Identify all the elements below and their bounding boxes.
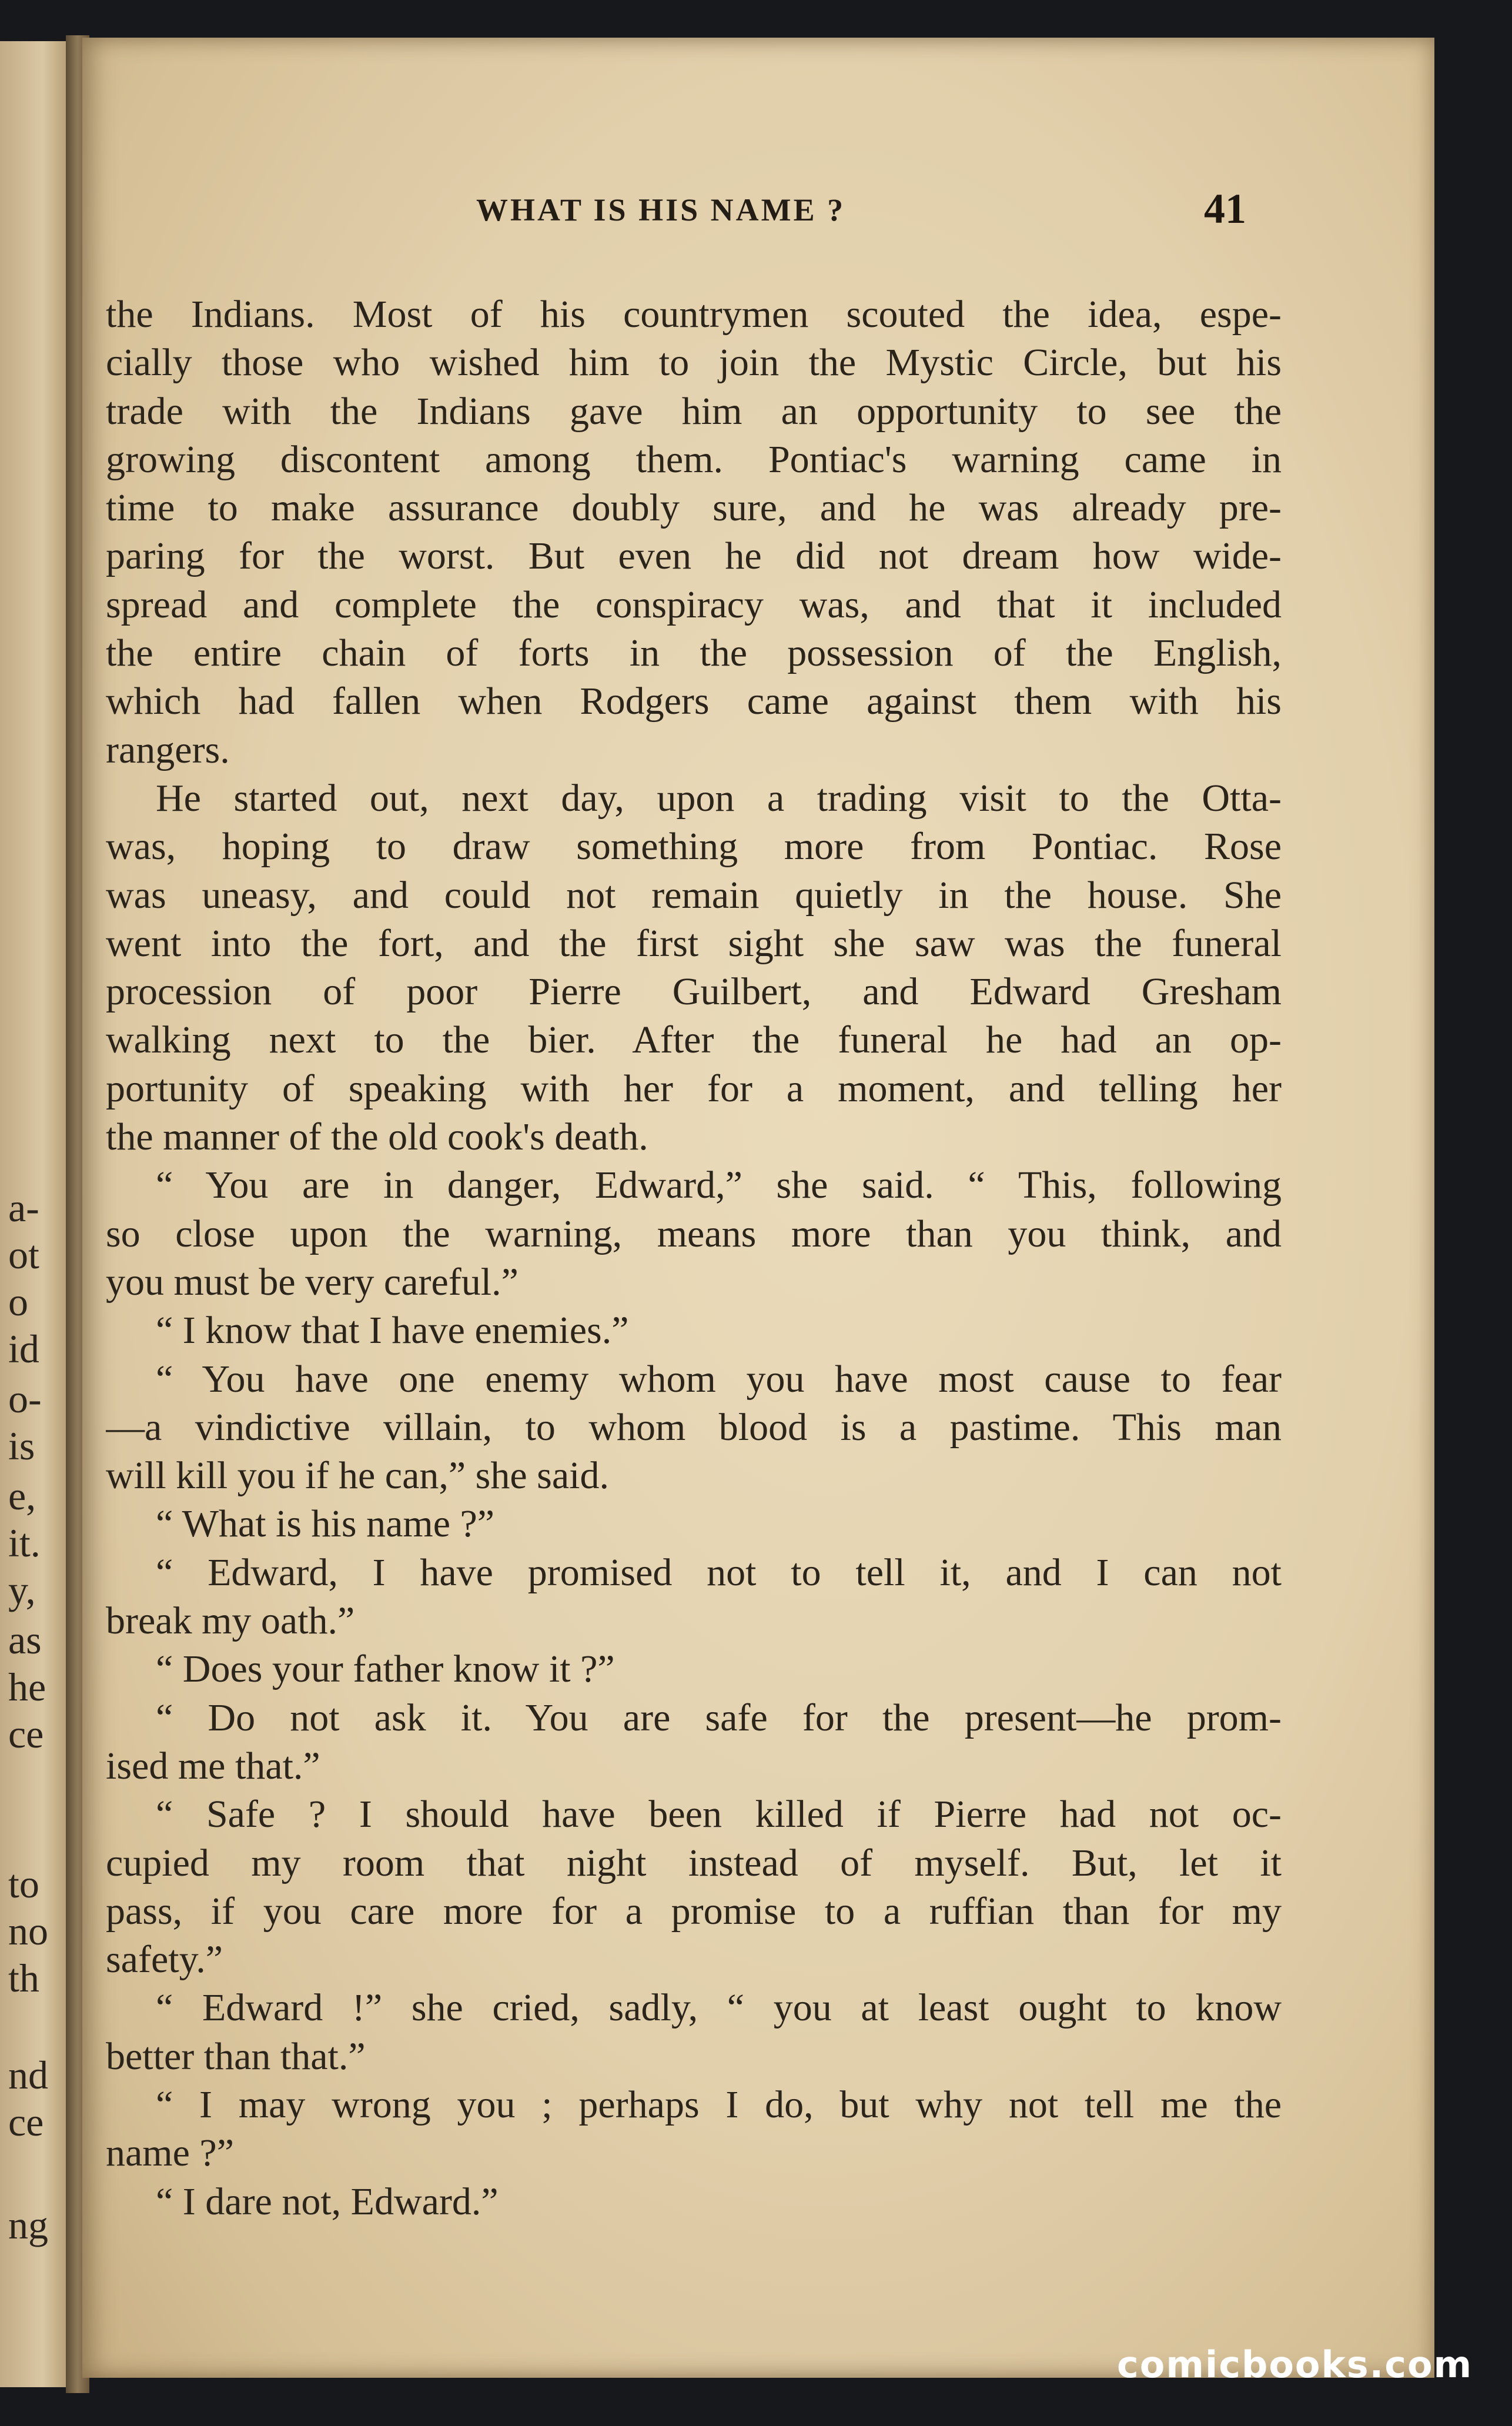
left-page-fragment: ce bbox=[8, 2100, 44, 2144]
text-line: “ I know that I have enemies.” bbox=[156, 1309, 629, 1352]
text-line: the Indians. Most of his countrymen scouted the idea, espe- bbox=[106, 293, 1282, 336]
left-page-fragment: ot bbox=[8, 1232, 39, 1277]
watermark-logo: comicbooks.com bbox=[1117, 2343, 1473, 2386]
left-page-fragment: id bbox=[8, 1326, 39, 1371]
text-line: went into the fort, and the first sight she saw was the funeral bbox=[106, 921, 1282, 965]
text-line: pass, if you care more for a promise to a ruffian than for my bbox=[106, 1889, 1282, 1933]
text-line: “ You have one enemy whom you have most cause to fear bbox=[156, 1357, 1282, 1401]
text-line: procession of poor Pierre Guilbert, and Edward Gresham bbox=[106, 970, 1282, 1014]
left-page-fragment: no bbox=[8, 1909, 48, 1953]
text-line: cially those who wished him to join the Mystic Circle, but his bbox=[106, 341, 1282, 385]
book-page bbox=[82, 38, 1434, 2378]
left-page-fragment: he bbox=[8, 1665, 46, 1709]
text-line: name ?” bbox=[106, 2131, 235, 2175]
text-line: trade with the Indians gave him an opportunity to see the bbox=[106, 389, 1282, 433]
text-line: “ Do not ask it. You are safe for the present—he prom- bbox=[156, 1696, 1282, 1739]
text-line: spread and complete the conspiracy was, and that it included bbox=[106, 583, 1282, 626]
running-header-title: WHAT IS HIS NAME ? bbox=[476, 192, 846, 228]
left-page-fragment: a- bbox=[8, 1185, 39, 1230]
text-line: “ Edward !” she cried, sadly, “ you at least ought to know bbox=[156, 1986, 1282, 2030]
text-line: paring for the worst. But even he did not dream how wide- bbox=[106, 534, 1282, 578]
text-line: walking next to the bier. After the funeral he had an op- bbox=[106, 1018, 1282, 1062]
text-line: the manner of the old cook's death. bbox=[106, 1115, 648, 1159]
text-line: the entire chain of forts in the possession of the English, bbox=[106, 631, 1282, 675]
left-page-fragment: o- bbox=[8, 1376, 42, 1421]
left-page-fragment: to bbox=[8, 1862, 39, 1906]
running-header bbox=[82, 185, 1434, 239]
text-line: ised me that.” bbox=[106, 1744, 320, 1787]
body-text bbox=[106, 290, 1282, 2226]
text-line: so close upon the warning, means more than you think, and bbox=[106, 1212, 1282, 1255]
left-page-fragment: is bbox=[8, 1423, 35, 1468]
text-line: will kill you if he can,” she said. bbox=[106, 1454, 609, 1498]
text-line: “ I may wrong you ; perhaps I do, but why not tell me the bbox=[156, 2083, 1282, 2126]
text-line: portunity of speaking with her for a moment, and telling her bbox=[106, 1067, 1282, 1110]
left-page-fragment: ce bbox=[8, 1712, 44, 1756]
text-line: was, hoping to draw something more from Pontiac. Rose bbox=[106, 825, 1282, 868]
text-line: safety.” bbox=[106, 1938, 223, 1981]
left-facing-page-edge bbox=[0, 41, 71, 2387]
text-line: “ What is his name ?” bbox=[156, 1502, 495, 1546]
text-line: was uneasy, and could not remain quietly in the house. She bbox=[106, 873, 1282, 917]
left-page-fragment: it. bbox=[8, 1521, 41, 1565]
text-line: “ Safe ? I should have been killed if Pierre had not oc- bbox=[156, 1793, 1282, 1836]
text-line: “ You are in danger, Edward,” she said. “ This, following bbox=[156, 1164, 1282, 1207]
text-line: “ I dare not, Edward.” bbox=[156, 2180, 499, 2223]
page-number: 41 bbox=[1204, 185, 1246, 232]
text-line: “ Edward, I have promised not to tell it, and I can not bbox=[156, 1550, 1282, 1594]
text-line: “ Does your father know it ?” bbox=[156, 1648, 615, 1691]
text-line: growing discontent among them. Pontiac's warning came in bbox=[106, 437, 1282, 481]
left-page-fragment: nd bbox=[8, 2053, 48, 2097]
text-line: rangers. bbox=[106, 728, 230, 771]
left-page-fragment: o bbox=[8, 1279, 28, 1324]
text-line: better than that.” bbox=[106, 2034, 366, 2078]
left-page-fragment: th bbox=[8, 1956, 39, 2000]
left-page-fragment: as bbox=[8, 1618, 42, 1662]
left-page-fragment: ng bbox=[8, 2203, 48, 2247]
text-line: —a vindictive villain, to whom blood is a pastime. This man bbox=[106, 1405, 1282, 1449]
text-line: break my oath.” bbox=[106, 1599, 355, 1643]
text-line: cupied my room that night instead of myself. But, let it bbox=[106, 1841, 1282, 1884]
left-page-fragment: y, bbox=[8, 1568, 36, 1612]
left-page-fragment: e, bbox=[8, 1473, 36, 1518]
text-line: which had fallen when Rodgers came against them with his bbox=[106, 680, 1282, 723]
text-line: He started out, next day, upon a trading visit to the Otta- bbox=[156, 776, 1282, 820]
text-line: time to make assurance doubly sure, and he was already pre- bbox=[106, 486, 1282, 530]
text-line: you must be very careful.” bbox=[106, 1260, 519, 1304]
